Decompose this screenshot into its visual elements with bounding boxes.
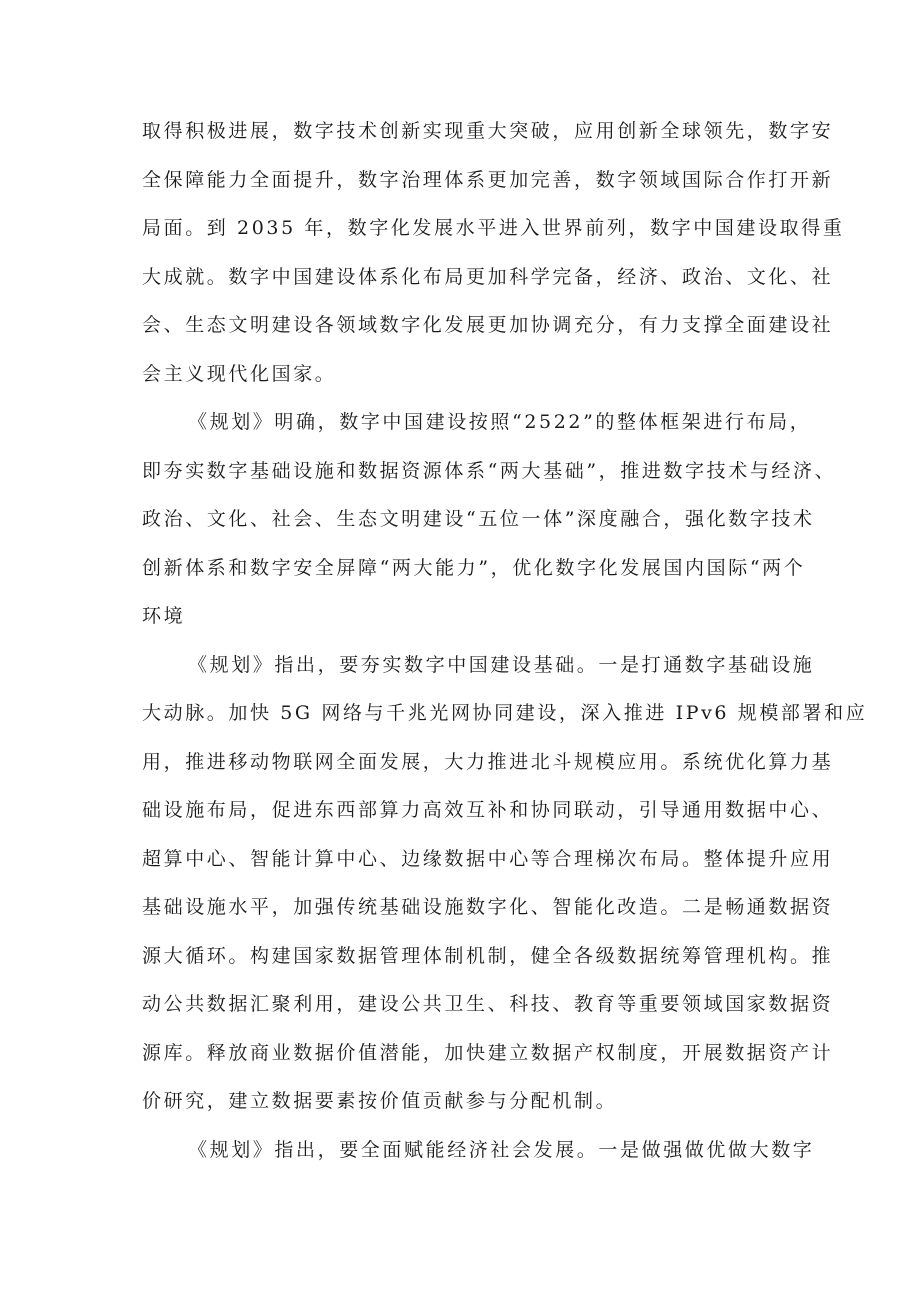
paragraph-line: 《规划》指出，要全面赋能经济社会发展。一是做强做优做大数字	[188, 1138, 815, 1161]
paragraph-line: 用，推进移动物联网全面发展，大力推进北斗规模应用。系统优化算力基	[142, 750, 834, 773]
paragraph-2	[142, 403, 837, 646]
paragraph-line: 《规划》明确，数字中国建设按照“2522”的整体框架进行布局，	[188, 411, 812, 433]
paragraph-line: 《规划》指出，要夯实数字中国建设基础。一是打通数字基础设施	[188, 653, 815, 676]
paragraph-line: 创新体系和数字安全屏障“两大能力”，优化数字化发展国内国际“两个	[142, 556, 806, 579]
paragraph-line: 环境	[142, 605, 186, 627]
paragraph-line: 价研究，建立数据要素按价值贡献参与分配机制。	[142, 1090, 618, 1112]
paragraph-line: 基础设施水平，加强传统基础设施数字化、智能化改造。二是畅通数据资	[142, 896, 834, 918]
document-body	[142, 112, 868, 1179]
paragraph-line: 局面。到 2035 年，数字化发展水平进入世界前列，数字中国建设取得重	[142, 217, 845, 239]
paragraph-line: 大动脉。加快 5G 网络与千兆光网协同建设，深入推进 IPv6 规模部署和应	[142, 702, 868, 724]
paragraph-line: 源大循环。构建国家数据管理体制机制，健全各级数据统筹管理机构。推	[142, 944, 834, 967]
paragraph-line: 取得积极进展，数字技术创新实现重大突破，应用创新全球领先，数字安	[142, 120, 834, 142]
paragraph-line: 动公共数据汇聚利用，建设公共卫生、科技、教育等重要领域国家数据资	[142, 993, 834, 1015]
paragraph-line: 即夯实数字基础设施和数据资源体系“两大基础”，推进数字技术与经济、	[142, 459, 837, 482]
paragraph-line: 础设施布局，促进东西部算力高效互补和协同联动，引导通用数据中心、	[142, 799, 834, 821]
paragraph-3	[142, 646, 868, 1131]
paragraph-1	[142, 112, 845, 403]
paragraph-line: 源库。释放商业数据价值潜能，加快建立数据产权制度，开展数据资产计	[142, 1041, 834, 1064]
paragraph-line: 政治、文化、社会、生态文明建设“五位一体”深度融合，强化数字技术	[142, 508, 815, 530]
paragraph-line: 全保障能力全面提升，数字治理体系更加完善，数字领域国际合作打开新	[142, 168, 834, 191]
paragraph-line: 大成就。数字中国建设体系化布局更加科学完备，经济、政治、文化、社	[142, 265, 834, 288]
paragraph-line: 超算中心、智能计算中心、边缘数据中心等合理梯次布局。整体提升应用	[142, 847, 834, 870]
paragraph-line: 会主义现代化国家。	[142, 362, 337, 385]
paragraph-4	[142, 1131, 815, 1180]
paragraph-line: 会、生态文明建设各领域数字化发展更加协调充分，有力支撑全面建设社	[142, 314, 834, 336]
